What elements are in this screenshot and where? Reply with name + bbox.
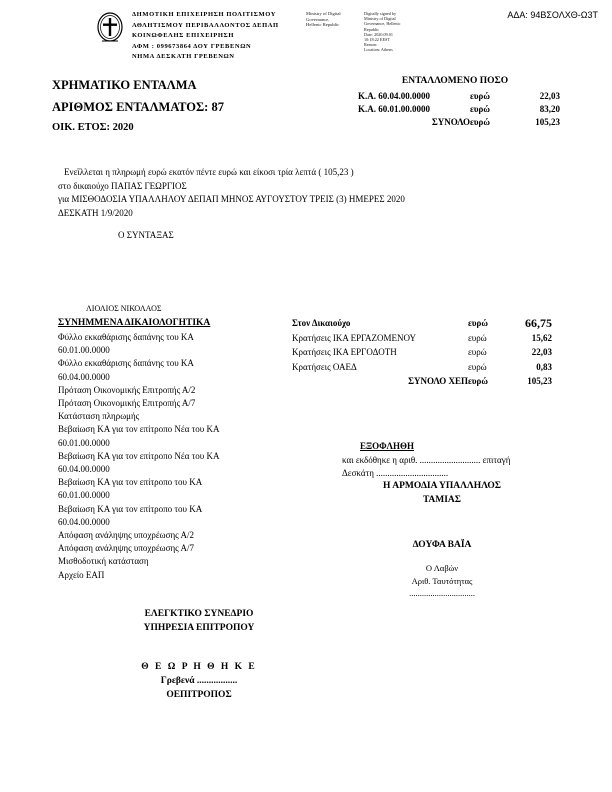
digital-signature-line-2: Governance, [306, 16, 330, 22]
page-title: ΧΡΗΜΑΤΙΚΟ ΕΝΤΑΛΜΑ [52, 78, 197, 92]
document-number: ΑΡΙΘΜΟΣ ΕΝΤΑΛΜΑΤΟΣ: 87 [52, 100, 224, 114]
receiver-signature-line: ............................... [409, 588, 475, 598]
list-item: Μισθοδοτική κατάσταση [58, 556, 149, 567]
amount-box [358, 90, 560, 129]
amount-value: 22,03 [539, 91, 560, 101]
digital-signature-detail-1: Digitally signed by [364, 11, 397, 16]
org-line-4: ΑΦΜ : 099673864 ΔΟΥ ΓΡΕΒΕΝΩΝ [132, 42, 252, 50]
list-item: Απόφαση ανάληψης υποχρέωσης Α/2 [58, 530, 194, 541]
list-item: Πρόταση Οικονομικής Επιτροπής Α/7 [58, 398, 196, 409]
deduction-label: Κρατήσεις ΙΚΑ ΕΡΓΟΔΟΤΗ [292, 347, 397, 358]
amount-currency: ευρώ [470, 104, 490, 114]
list-item: Απόφαση ανάληψης υποχρέωσης Α/7 [58, 543, 194, 554]
responsible-officer-block [322, 480, 562, 507]
list-item: Βεβαίωση ΚΑ για τον επίτροπο του ΚΑ [58, 503, 203, 514]
officer-title-line-2: ΤΑΜΙΑΣ [422, 494, 461, 505]
amount-total-row [358, 116, 560, 129]
amount-total-currency: ευρώ [470, 117, 490, 127]
digital-signature-detail-2: Ministry of Digital [364, 16, 396, 22]
receiver-block [322, 562, 562, 600]
amount-currency: ευρώ [470, 91, 490, 101]
list-item: 60.01.00.0000 [58, 490, 110, 501]
digital-signature-detail-7: Reason: [364, 42, 378, 48]
audit-stamp-place-date: Γρεβενά ................. [160, 676, 238, 686]
body-line-2: στο δικαιούχο ΠΑΠΑΣ ΓΕΩΡΓΙΟΣ [58, 180, 187, 191]
org-line-5: ΝΗΜΑ ΔΕΣΚΑΤΗ ΓΡΕΒΕΝΩΝ [132, 53, 235, 60]
ada-code: ΑΔΑ: 94ΒΣΟΛΧΘ-Ω3Τ [507, 10, 598, 20]
fiscal-year: ΟΙΚ. ΕΤΟΣ: 2020 [52, 122, 134, 133]
audit-stamp-title: Θ Ε Ω Ρ Η Θ Η Κ Ε [141, 662, 257, 672]
org-line-1: ΔΗΜΟΤΙΚΗ ΕΠΙΧΕΙΡΗΣΗ ΠΟΛΙΤΙΣΜΟΥ [132, 11, 277, 18]
deductions-total-value: 105,23 [527, 376, 552, 387]
audit-line-2: ΥΠΗΡΕΣΙΑ ΕΠΙΤΡΟΠΟΥ [143, 622, 255, 633]
list-item: 60.01.00.0000 [58, 437, 110, 448]
amount-box-title: ΕΝΤΑΛΛΟΜΕΝΟ ΠΟΣΟ [401, 76, 509, 86]
attached-documents-title: ΣΥΝΗΜΜΕΝΑ ΔΙΚΑΙΟΛΟΓΗΤΙΚΑ [58, 318, 211, 328]
audit-authority-block [74, 608, 324, 635]
attached-documents-list [58, 331, 288, 582]
digital-signature-line-3: Hellenic Republic [306, 22, 340, 28]
amount-total-value: 105,23 [535, 117, 560, 127]
deduction-value: 0,83 [536, 361, 552, 372]
list-item: Αρχείο ΕΑΠ [58, 569, 105, 580]
audit-stamp-signer: ΟΕΠΙΤΡΟΠΟΣ [166, 690, 232, 700]
officer-name: ΔΟΥΦΑ ΒΑΪΑ [412, 540, 472, 550]
deduction-currency: ευρώ [468, 347, 487, 358]
list-item: Πρόταση Οικονομικής Επιτροπής Α/2 [58, 384, 196, 395]
list-item: Βεβαίωση ΚΑ για τον επίτροπο Νέα του ΚΑ [58, 450, 220, 461]
amount-ka: Κ.Α. 60.01.00.0000 [358, 104, 430, 114]
deduction-label: Κρατήσεις ΙΚΑ ΕΡΓΑΖΟΜΕΝΟΥ [292, 332, 417, 343]
digital-signature-detail-6: 10:18:22 EEST [364, 37, 390, 43]
municipal-emblem-icon [96, 12, 124, 46]
amount-row [358, 103, 560, 116]
deduction-currency: ευρώ [468, 361, 487, 372]
body-line-1: Ενεΐλλεται η πληρωμή ευρώ εκατόν πέντε ευρώ και είκοσι τρία λεπτά ( 105,23 ) [64, 167, 354, 177]
preparer-name: ΛΙΟΛΙΟΣ ΝΙΚΟΛΑΟΣ [86, 304, 162, 313]
deduction-row [292, 360, 552, 375]
deduction-row [292, 331, 552, 346]
list-item: Φύλλο εκκαθάρισης δαπάνης του ΚΑ [58, 358, 194, 369]
beneficiary-row [292, 316, 552, 331]
digital-signature-line-1: Ministry of Digital [306, 11, 341, 16]
officer-title-line-1: Η ΑΡΜΟΔΙΑ ΥΠΑΛΛΗΛΟΣ [383, 481, 501, 491]
preparer-label: Ο ΣΥΝΤΑΞΑΣ [118, 230, 174, 240]
list-item: Κατάσταση πληρωμής [58, 411, 140, 422]
amount-row [358, 90, 560, 103]
deductions-total-currency: ευρώ [468, 376, 488, 387]
deduction-label: Κρατήσεις ΟΑΕΔ [292, 361, 357, 372]
audit-stamp-block [74, 660, 324, 702]
amount-value: 83,20 [539, 104, 560, 114]
body-line-3: για ΜΙΣΘΟΔΟΣΙΑ ΥΠΑΛΛΗΛΟΥ ΔΕΠΑΠ ΜΗΝΟΣ ΑΥΓΟΥΣΤΟΥ ΤΡΕΙΣ (3) ΗΜΕΡΕΣ 2020 [58, 194, 405, 204]
deduction-value: 15,62 [531, 332, 552, 343]
body-paragraph [58, 166, 498, 220]
list-item: 60.04.00.0000 [58, 371, 110, 382]
list-item: 60.04.00.0000 [58, 464, 110, 475]
digital-signature-label [306, 11, 364, 28]
deduction-currency: ευρώ [468, 332, 487, 343]
amount-total-label: ΣΥΝΟΛΟ [431, 117, 470, 127]
list-item: 60.01.00.0000 [58, 345, 110, 356]
list-item: Φύλλο εκκαθάρισης δαπάνης του ΚΑ [58, 332, 194, 342]
body-line-4: ΔΕΣΚΑΤΗ 1/9/2020 [58, 207, 133, 218]
beneficiary-label: Στον Δικαιούχο [292, 318, 351, 328]
list-item: Βεβαίωση ΚΑ για τον επίτροπο Νέα του ΚΑ [58, 424, 220, 435]
deductions-total-row [292, 374, 552, 389]
organization-block [132, 10, 324, 63]
digital-signature-detail-4: Republic [364, 26, 380, 32]
digital-signature-details [364, 11, 434, 53]
deduction-row [292, 345, 552, 360]
digital-signature-detail-3: Governance, Hellenic [364, 21, 401, 27]
receiver-line-2: Αριθ. Ταυτότητας [411, 575, 473, 586]
beneficiary-value: 66,75 [525, 316, 552, 330]
payment-block [342, 440, 562, 481]
deductions-table [292, 316, 552, 389]
org-line-2: ΑΘΛΗΤΙΣΜΟΥ ΠΕΡΙΒΑΛΛΟΝΤΟΣ ΔΕΠΑΠ [132, 21, 279, 29]
amount-ka: Κ.Α. 60.04.00.0000 [358, 91, 430, 101]
receiver-line-1: Ο Λαβών [425, 563, 459, 573]
payment-title: ΕΞΟΦΛΗΘΗ [360, 441, 415, 451]
deductions-total-label: ΣΥΝΟΛΟ ΧΕΠ [408, 376, 468, 387]
list-item: 60.04.00.0000 [58, 516, 110, 527]
payment-cheque-line: και εκδόθηκε η αριθ. ........................... επιταγή [342, 454, 511, 465]
beneficiary-currency: ευρώ [468, 318, 488, 328]
org-line-3: ΚΟΙΝΩΦΕΛΗΣ ΕΠΙΧΕΙΡΗΣΗ [132, 32, 234, 39]
payment-place-date-line: Δεσκάτη ................................ [342, 468, 449, 478]
digital-signature-detail-8: Location: Athens [364, 47, 393, 53]
list-item: Βεβαίωση ΚΑ για τον επίτροπο του ΚΑ [58, 477, 203, 488]
audit-line-1: ΕΛΕΓΚΤΙΚΟ ΣΥΝΕΔΡΙΟ [144, 609, 254, 619]
digital-signature-detail-5: Date: 2020.09.01 [364, 31, 393, 37]
deduction-value: 22,03 [531, 347, 552, 358]
